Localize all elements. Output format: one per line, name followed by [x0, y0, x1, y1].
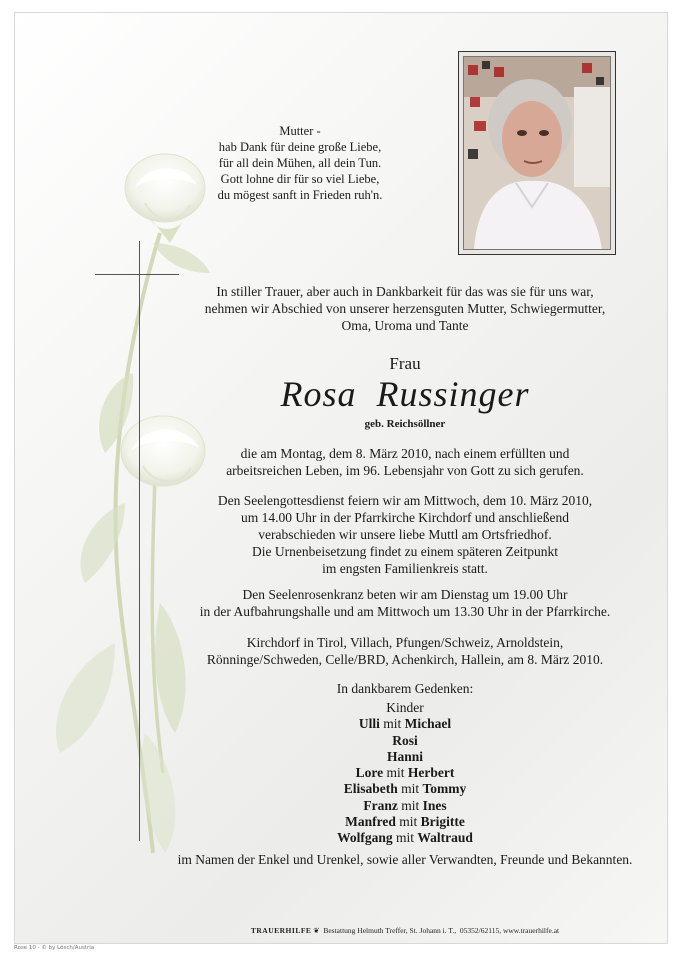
salutation: Frau — [389, 354, 421, 373]
portrait-photo — [463, 56, 611, 250]
footer — [150, 926, 660, 935]
family-list — [150, 700, 660, 847]
footer-text: Bestattung Helmuth Treffer, St. Johann i. T., 05352/62115, www.trauerhilfe.at — [321, 926, 560, 935]
places-text — [150, 634, 660, 668]
family-entry: Rosi — [392, 732, 418, 748]
poem — [150, 123, 450, 203]
rosary-line: Den Seelenrosenkranz beten wir am Dienstag um 19.00 Uhr — [242, 587, 568, 602]
portrait-frame — [458, 51, 616, 255]
intro-line: nehmen wir Abschied von unserer herzensguten Mutter, Schwiegermutter, — [204, 301, 606, 316]
cross-vertical — [139, 241, 140, 841]
service-line: um 14.00 Uhr in der Pfarrkirche Kirchdorf und anschließend — [240, 510, 570, 525]
death-notice-line: arbeitsreichen Leben, im 96. Lebensjahr von Gott zu sich gerufen. — [226, 463, 584, 478]
cross-horizontal — [95, 274, 179, 275]
poem-line: Mutter - — [279, 124, 321, 138]
service-text — [150, 492, 660, 577]
intro-line: Oma, Uroma und Tante — [341, 318, 469, 333]
places-line: Kirchdorf in Tirol, Villach, Pfungen/Schweiz, Arnoldstein, — [246, 635, 564, 650]
poem-line: Gott lohne dir für so viel Liebe, — [220, 172, 380, 186]
poem-line: hab Dank für deine große Liebe, — [218, 140, 382, 154]
footer-brand: TRAUERHILFE — [250, 926, 312, 935]
family-entry: Ulli mit Michael — [358, 716, 452, 732]
service-line: verabschieden wir unsere liebe Muttl am Ortsfriedhof. — [258, 527, 552, 542]
children-label: Kinder — [386, 700, 424, 715]
rosary-text — [150, 586, 660, 620]
service-line: Die Urnenbeisetzung findet zu einem späteren Zeitpunkt — [252, 544, 558, 559]
family-entry: Franz mit Ines — [363, 797, 447, 813]
family-entry: Wolfgang mit Waltraud — [337, 830, 473, 846]
rosary-line: in der Aufbahrungshalle und am Mittwoch um 13.30 Uhr in der Pfarrkirche. — [199, 604, 611, 619]
closing-line: im Namen der Enkel und Urenkel, sowie aller Verwandten, Freunde und Bekannten. — [177, 852, 633, 867]
family-entry: Elisabeth mit Tommy — [343, 781, 467, 797]
poem-line: du mögest sanft in Frieden ruh'n. — [217, 188, 383, 202]
corner-note: Rose 10 - © by Lösch/Austria — [14, 945, 95, 951]
service-line: im engsten Familienkreis statt. — [322, 561, 488, 576]
death-notice — [150, 445, 660, 479]
service-line: Den Seelengottesdienst feiern wir am Mittwoch, dem 10. März 2010, — [217, 493, 593, 508]
remembrance-line: In dankbarem Gedenken: — [336, 681, 474, 696]
family-entry: Manfred mit Brigitte — [345, 814, 465, 830]
remembrance-heading — [150, 680, 660, 697]
death-notice-line: die am Montag, dem 8. März 2010, nach einem erfüllten und — [240, 446, 570, 461]
poem-line: für all dein Mühen, all dein Tun. — [218, 156, 382, 170]
family-entry: Hanni — [386, 748, 424, 764]
places-line: Rönninge/Schweden, Celle/BRD, Achenkirch, Hallein, am 8. März 2010. — [206, 652, 604, 667]
maiden-name: geb. Reichsöllner — [364, 418, 446, 430]
footer-logo-icon: ❦ — [313, 926, 320, 935]
deceased-name: Rosa Russinger — [280, 374, 530, 414]
intro-text — [150, 283, 660, 334]
family-entry: Lore mit Herbert — [355, 765, 455, 781]
portrait-image — [464, 57, 610, 249]
intro-line: In stiller Trauer, aber auch in Dankbarkeit für das was sie für uns war, — [216, 284, 594, 299]
